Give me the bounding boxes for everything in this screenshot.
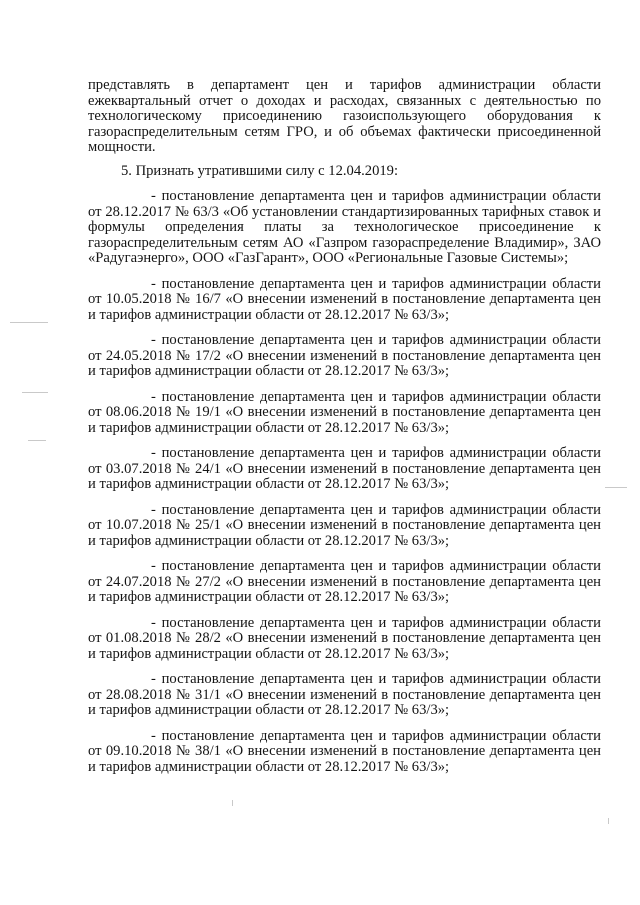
list-item: - постановление департамента цен и тарифов администрации области от 03.07.2018 № 24/1 «О внесении изменений в постановление департамента цен и тарифов администрации области от 28.12.2017 № 63/3»; bbox=[88, 445, 601, 492]
scan-artifact bbox=[28, 440, 46, 441]
scan-artifact bbox=[22, 392, 48, 393]
list-item: - постановление департамента цен и тарифов администрации области от 10.05.2018 № 16/7 «О внесении изменений в постановление департамента цен и тарифов администрации области от 28.12.2017 № 63/3»; bbox=[88, 275, 601, 323]
scan-artifact bbox=[608, 818, 609, 824]
list-item: - постановление департамента цен и тарифов администрации области от 10.07.2018 № 25/1 «О внесении изменений в постановление департамента цен и тарифов администрации области от 28.12.2017 № 63/3»; bbox=[88, 501, 601, 549]
list-item: - постановление департамента цен и тарифов администрации области от 24.05.2018 № 17/2 «О внесении изменений в постановление департамента цен и тарифов администрации области от 28.12.2017 № 63/3»; bbox=[88, 332, 601, 379]
list-item: - постановление департамента цен и тарифов администрации области от 08.06.2018 № 19/1 «О внесении изменений в постановление департамента цен и тарифов администрации области от 28.12.2017 № 63/3»; bbox=[88, 388, 601, 436]
intro-paragraph: представлять в департамент цен и тарифов администрации области ежеквартальный отчет о доходах и расходах, связанных с деятельностью по технологическому присоединению газоиспользующего оборудования к газораспределительным сетям ГРО, и об объемах фактически присоединенной мощности. bbox=[88, 77, 601, 155]
list-item: - постановление департамента цен и тарифов администрации области от 28.08.2018 № 31/1 «О внесении изменений в постановление департамента цен и тарифов администрации области от 28.12.2017 № 63/3»; bbox=[88, 671, 601, 718]
scan-artifact bbox=[10, 322, 48, 323]
scan-artifact bbox=[605, 487, 627, 488]
document-body bbox=[88, 78, 601, 785]
scan-artifact bbox=[232, 800, 233, 806]
list-item: - постановление департамента цен и тарифов администрации области от 24.07.2018 № 27/2 «О внесении изменений в постановление департамента цен и тарифов администрации области от 28.12.2017 № 63/3»; bbox=[88, 558, 601, 605]
section-heading: 5. Признать утратившими силу с 12.04.2019: bbox=[121, 162, 399, 179]
list-item: - постановление департамента цен и тарифов администрации области от 01.08.2018 № 28/2 «О внесении изменений в постановление департамента цен и тарифов администрации области от 28.12.2017 № 63/3»; bbox=[88, 614, 601, 662]
list-item: - постановление департамента цен и тарифов администрации области от 09.10.2018 № 38/1 «О внесении изменений в постановление департамента цен и тарифов администрации области от 28.12.2017 № 63/3»; bbox=[88, 727, 601, 775]
list-item: - постановление департамента цен и тарифов администрации области от 28.12.2017 № 63/3 «Об установлении стандартизированных тарифных ставок и формулы определения платы за технологическое присоединение к газораспределительным сетям АО «Газпром газораспределение Владимир», ЗАО «Радугаэнерго», ООО «ГазГарант», ООО «Региональные Газовые Системы»; bbox=[88, 188, 601, 266]
